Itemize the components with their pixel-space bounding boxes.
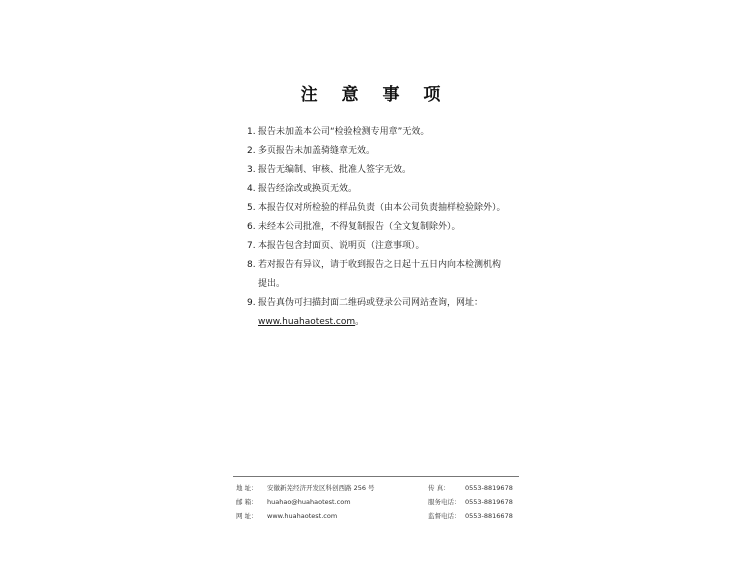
notice-text: 未经本公司批准，不得复制报告（全文复制除外）。 <box>258 222 461 232</box>
notice-list <box>247 123 547 332</box>
address-value: 安徽新芜经济开发区科创西路 256 号 <box>267 484 375 492</box>
page-title: 注 意 事 项 <box>300 85 450 105</box>
notice-item-5 <box>247 199 547 218</box>
website-link[interactable]: www.huahaotest.com <box>258 317 356 327</box>
notice-item-6 <box>247 218 547 237</box>
notice-number: 1. <box>247 127 256 137</box>
notice-item-8 <box>247 256 547 294</box>
web-label: 网 址： <box>236 512 258 520</box>
supervision-phone-label: 监督电话： <box>428 512 461 520</box>
notice-number: 3. <box>247 165 256 175</box>
fax-label: 传 真： <box>428 484 450 492</box>
notice-text-continuation: 提出。 <box>258 279 286 289</box>
notice-text: 若对报告有异议，请于收到报告之日起十五日内向本检测机构 <box>258 260 502 270</box>
notice-text: 报告未加盖本公司“检验检测专用章”无效。 <box>258 127 430 137</box>
footer-row-address <box>236 481 519 495</box>
notice-number: 2. <box>247 146 256 156</box>
notice-link-suffix: 。 <box>355 317 365 327</box>
footer-row-email <box>236 495 519 509</box>
notice-text: 本报告仅对所检验的样品负责（由本公司负责抽样检验除外）。 <box>258 203 506 213</box>
notice-number: 8. <box>247 260 256 270</box>
notice-number: 6. <box>247 222 256 232</box>
notice-link-line <box>247 313 547 332</box>
notice-text: 报告经涂改或换页无效。 <box>258 184 358 194</box>
notice-number: 5. <box>247 203 256 213</box>
notice-number: 9. <box>247 298 256 308</box>
notice-item-1 <box>247 123 547 142</box>
footer-row-web <box>236 509 519 523</box>
notice-text: 报告无编制、审核、批准人签字无效。 <box>258 165 412 175</box>
notice-number: 4. <box>247 184 256 194</box>
email-value[interactable]: huahao@huahaotest.com <box>267 498 351 506</box>
notice-number: 7. <box>247 241 256 251</box>
supervision-phone-value: 0553-8816678 <box>465 512 513 520</box>
notice-item-3 <box>247 161 547 180</box>
notice-text: 多页报告未加盖骑缝章无效。 <box>258 146 376 156</box>
service-phone-label: 服务电话： <box>428 498 461 506</box>
notice-item-2 <box>247 142 547 161</box>
notice-item-7 <box>247 237 547 256</box>
notice-text: 报告真伪可扫描封面二维码或登录公司网站查询，网址： <box>258 298 484 308</box>
notice-item-9 <box>247 294 547 332</box>
web-value[interactable]: www.huahaotest.com <box>267 512 338 520</box>
footer-contact-info <box>236 481 519 523</box>
footer-divider <box>233 476 519 477</box>
fax-value: 0553-8819678 <box>465 484 513 492</box>
notice-text: 本报告包含封面页、说明页（注意事项）。 <box>258 241 425 251</box>
service-phone-value: 0553-8819678 <box>465 498 513 506</box>
email-label: 邮 箱： <box>236 498 258 506</box>
address-label: 地 址： <box>236 484 258 492</box>
notice-item-4 <box>247 180 547 199</box>
